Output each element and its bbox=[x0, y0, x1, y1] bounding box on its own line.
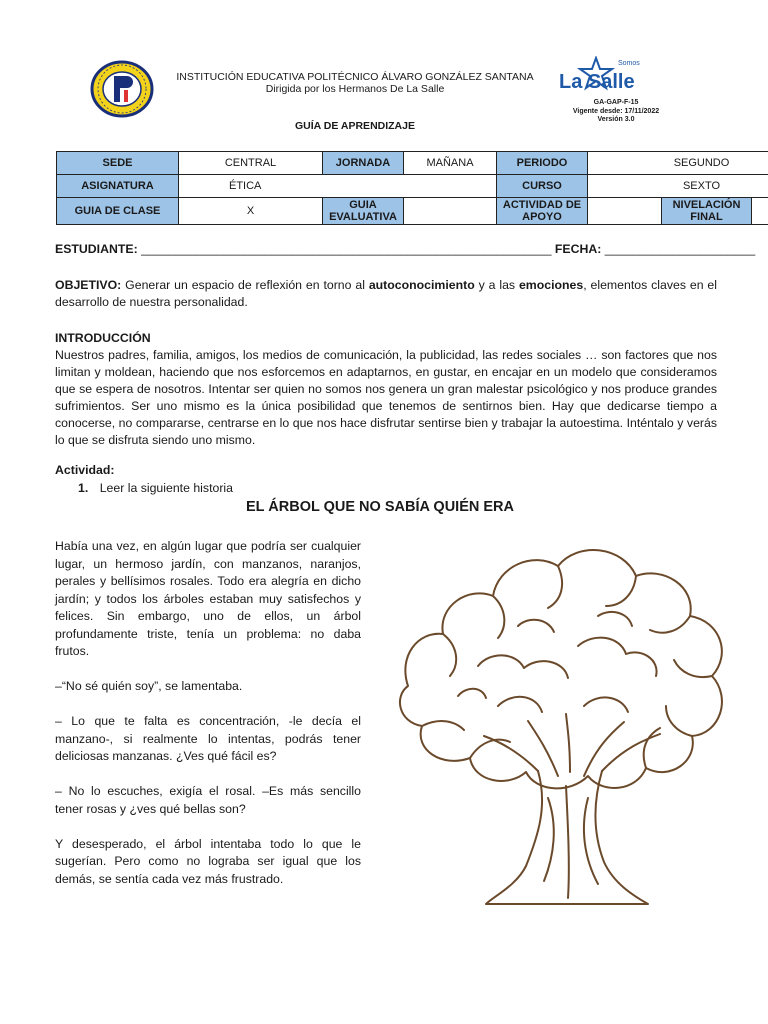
story-paragraph: Y desesperado, el árbol intentaba todo lo que le sugerían. Pero como no lograba ser igual que los demás, se sentía cada vez más frustrado. bbox=[55, 836, 361, 886]
table-row bbox=[57, 175, 768, 198]
jornada-value: MAÑANA bbox=[404, 152, 497, 175]
story-title: EL ÁRBOL QUE NO SABÍA QUIÉN ERA bbox=[245, 499, 514, 515]
asignatura-label: ASIGNATURA bbox=[57, 175, 179, 198]
introduction-heading: INTRODUCCIÓN bbox=[55, 331, 151, 345]
introduction-text: Nuestros padres, familia, amigos, los medios de comunicación, la publicidad, las redes sociales … son factores que nos limitan y moldean, haciendo que nos esforcemos en adaptarnos, en gustar, en encajar en un modelo que consideramos que se espera de nosotros. Intentar ser quien no somos nos genera un gran malestar psicológico y nos produce grandes sufrimientos. Ser uno mismo es la única posibilidad que tenemos de sentirnos bien. Hay que dedicarse tiempo a conocerse, no compararse, centrarse en lo que nos hace disfrutar sentirse bien y trabajar la autoestima. Inténtalo y verás lo que se disfruta siendo uno mismo. bbox=[55, 348, 717, 447]
nivelacion-value bbox=[752, 198, 768, 225]
asignatura-value: ÉTICA bbox=[179, 175, 497, 198]
guide-title: GUÍA DE APRENDIZAJE bbox=[295, 120, 415, 132]
info-table bbox=[56, 151, 768, 225]
guia-clase-value: X bbox=[179, 198, 323, 225]
guia-evaluativa-value bbox=[404, 198, 497, 225]
activity-item-text: Leer la siguiente historia bbox=[99, 481, 233, 495]
activity-item bbox=[78, 480, 233, 497]
story-paragraph: – No lo escuches, exigía el rosal. –Es más sencillo tener rosas y ¿ves qué bellas son? bbox=[55, 784, 361, 816]
student-line bbox=[55, 241, 756, 258]
story-paragraph: – Lo que te falta es concentración, -le decía el manzano-, si realmente lo intentas, podrás tener deliciosas manzanas. ¿Ves qué fácil es? bbox=[55, 714, 361, 763]
table-row bbox=[57, 198, 768, 225]
document-codes bbox=[550, 99, 682, 125]
objective-bold-1: autoconocimiento bbox=[368, 278, 475, 292]
nivelacion-label: NIVELACIÓN FINAL bbox=[662, 198, 752, 225]
objective-label: OBJETIVO: bbox=[55, 278, 122, 292]
jornada-label: JORNADA bbox=[323, 152, 404, 175]
periodo-label: PERIODO bbox=[497, 152, 588, 175]
lasalle-logo-icon bbox=[556, 56, 656, 96]
objective-bold-2: emociones bbox=[518, 278, 584, 292]
guia-clase-label: GUIA DE CLASE bbox=[57, 198, 179, 225]
student-name-field[interactable]: ____________________________________________________________ bbox=[141, 242, 552, 256]
objective-text-3: , elementos claves en el desarrollo de nuestra personalidad. bbox=[55, 278, 718, 309]
story-paragraph: Había una vez, en algún lugar que podría ser cualquier lugar, un hermoso jardín, con manzanos, naranjos, perales y bellísimos rosales. Todo era alegría en dicho jardín; y todos los árboles estaban muy satisfechos y felices. Sin embargo, uno de ellos, un árbol profundamente triste, tenía un problema: no daba frutos. bbox=[55, 539, 361, 658]
table-row bbox=[57, 152, 768, 175]
actividad-apoyo-value bbox=[588, 198, 662, 225]
brand-small-text: Somos bbox=[618, 60, 640, 67]
curso-label: CURSO bbox=[497, 175, 588, 198]
document-version: Versión 3.0 bbox=[597, 116, 635, 123]
objective-text-1: Generar un espacio de reflexión en torno al bbox=[121, 278, 369, 292]
story-text bbox=[55, 538, 361, 906]
story-paragraph: –“No sé quién soy”, se lamentaba. bbox=[55, 679, 243, 693]
objective-paragraph bbox=[55, 277, 717, 311]
tree-illustration-icon bbox=[398, 536, 732, 908]
institution-direction: Dirigida por los Hermanos De La Salle bbox=[265, 83, 445, 95]
school-logo-icon bbox=[90, 60, 154, 118]
date-field[interactable]: ______________________ bbox=[604, 242, 756, 256]
activity-item-number: 1. bbox=[78, 481, 89, 495]
valid-from: Vigente desde: 17/11/2022 bbox=[572, 107, 660, 115]
document-code: GA-GAP-F-15 bbox=[593, 99, 639, 106]
actividad-apoyo-label: ACTIVIDAD DE APOYO bbox=[497, 198, 588, 225]
date-label: FECHA: bbox=[554, 242, 602, 256]
sede-label: SEDE bbox=[57, 152, 179, 175]
objective-text-2: y a las bbox=[474, 278, 519, 292]
sede-value: CENTRAL bbox=[179, 152, 323, 175]
brand-text: La Salle bbox=[559, 71, 635, 93]
activity-heading: Actividad: bbox=[55, 463, 115, 477]
institution-name: INSTITUCIÓN EDUCATIVA POLITÉCNICO ÁLVARO GONZÁLEZ SANTANA bbox=[176, 71, 534, 83]
curso-value: SEXTO bbox=[588, 175, 768, 198]
student-label: ESTUDIANTE: bbox=[55, 242, 138, 256]
institution-header bbox=[160, 71, 550, 95]
periodo-value: SEGUNDO bbox=[588, 152, 768, 175]
guia-evaluativa-label: GUIA EVALUATIVA bbox=[323, 198, 404, 225]
